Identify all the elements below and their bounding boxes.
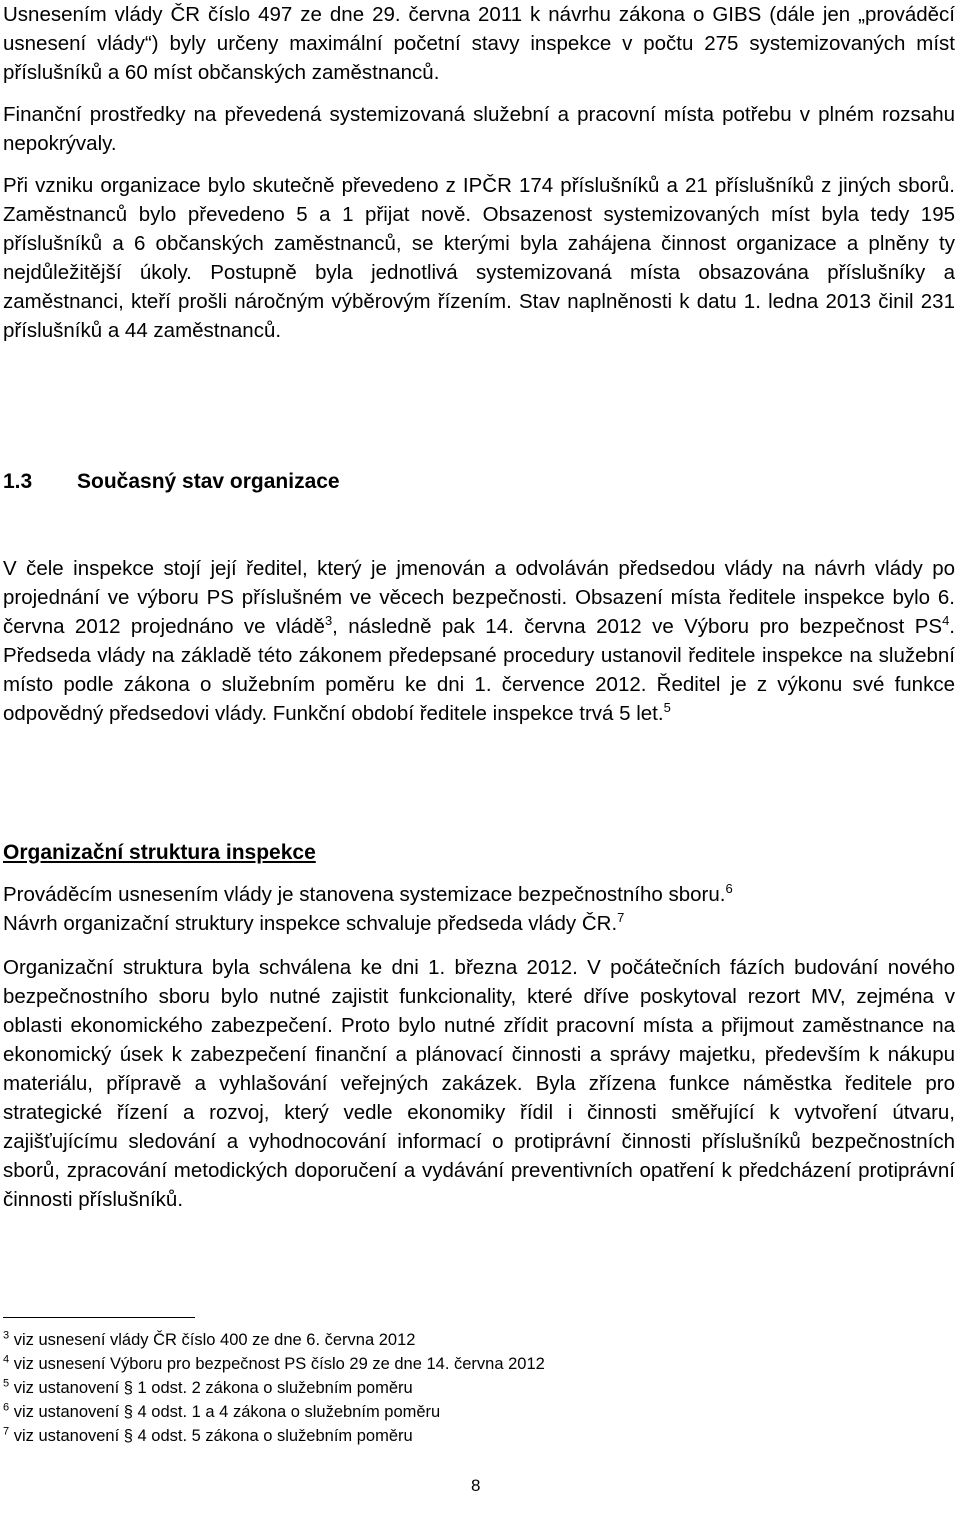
section-title: Současný stav organizace <box>77 470 340 493</box>
footnote-text: viz usnesení vlády ČR číslo 400 ze dne 6. června 2012 <box>13 1331 416 1349</box>
paragraph-systemization <box>3 880 955 938</box>
subsection-heading: Organizační struktura inspekce <box>3 841 316 864</box>
footnote-ref-4[interactable]: 4 <box>942 613 950 629</box>
footnote-text: viz ustanovení § 4 odst. 1 a 4 zákona o služebním poměru <box>13 1403 441 1421</box>
paragraph-director <box>3 554 955 728</box>
paragraph-director-text-2: , následně pak 14. června 2012 ve Výboru pro bezpečnost PS <box>332 615 943 638</box>
footnote-item <box>3 1424 955 1448</box>
page-number: 8 <box>471 1476 481 1495</box>
footnote-text: viz ustanovení § 4 odst. 5 zákona o služebním poměru <box>13 1427 413 1445</box>
footnote-text: viz ustanovení § 1 odst. 2 zákona o služebním poměru <box>13 1379 413 1397</box>
footnote-item <box>3 1400 955 1424</box>
footnote-number: 4 <box>3 1353 10 1366</box>
footnote-number: 7 <box>3 1425 10 1438</box>
paragraph-org-structure: Organizační struktura byla schválena ke dni 1. března 2012. V počátečních fázích budování nového bezpečnostního sboru bylo nutné zajistit funkcionality, které dříve poskytoval rezort MV, zejména v oblasti ekonomického zabezpečení. Proto bylo nutné zřídit pracovní místa a přijmout zaměstnance na ekonomický úsek k zabezpečení finanční a plánovací činnosti a správy majetku, především k nákupu materiálu, přípravě a vyhlašování veřejných zakázek. Byla zřízena funkce náměstka ředitele pro strategické řízení a rozvoj, který vedle ekonomiky řídil i činnosti směřující k vytvoření útvaru, zajišťujícímu sledování a vyhodnocování informací o protiprávní činnosti příslušníků bezpečnostních sborů, zpracování metodických doporučení a vydávání preventivních opatření k předcházení protiprávní činnosti příslušníků. <box>3 956 955 1211</box>
footnote-number: 5 <box>3 1377 10 1390</box>
footnote-text: viz usnesení Výboru pro bezpečnost PS číslo 29 ze dne 14. června 2012 <box>13 1355 545 1373</box>
footnote-ref-7[interactable]: 7 <box>617 910 625 926</box>
section-number: 1.3 <box>3 470 33 493</box>
footnote-ref-6[interactable]: 6 <box>725 881 733 897</box>
paragraph-systemization-text-1: Prováděcím usnesením vlády je stanovena systemizace bezpečnostního sboru. <box>3 883 726 906</box>
footnote-number: 3 <box>3 1329 10 1342</box>
footnote-item <box>3 1352 955 1376</box>
paragraph-director-text-1: V čele inspekce stojí její ředitel, který je jmenován a odvoláván předsedou vlády na návrh vlády po projednání ve výboru PS příslušném ve věcech bezpečnosti. Obsazení místa ředitele inspekce bylo 6. června 2012 projednáno ve vládě <box>3 557 955 638</box>
footnote-item <box>3 1376 955 1400</box>
footnote-ref-3[interactable]: 3 <box>324 613 333 629</box>
paragraph-systemization-text-2: Návrh organizační struktury inspekce schvaluje předseda vlády ČR. <box>3 912 618 935</box>
paragraph-director-text-3: . Předseda vlády na základě této zákonem předepsané procedury ustanovil ředitele inspekce na služební místo podle zákona o služebním poměru ke dni 1. července 2012. Ředitel je z výkonu své funkce odpovědný předsedovi vlády. Funkční období ředitele inspekce trvá 5 let. <box>3 615 955 725</box>
paragraph-staffing-limits: Usnesením vlády ČR číslo 497 ze dne 29. června 2011 k návrhu zákona o GIBS (dále jen „prováděcí usnesení vlády“) byly určeny maximální početní stavy inspekce v počtu 275 systemizovaných míst příslušníků a 60 míst občanských zaměstnanců. <box>3 3 955 84</box>
paragraph-transferred-staff: Při vzniku organizace bylo skutečně převedeno z IPČR 174 příslušníků a 21 příslušníků z jiných sborů. Zaměstnanců bylo převedeno 5 a 1 přijat nově. Obsazenost systemizovaných míst byla tedy 195 příslušníků a 6 občanských zaměstnanců, se kterými byla zahájena činnost organizace a plněny ty nejdůležitější úkoly. Postupně byla jednotlivá systemizovaná místa obsazována příslušníky a zaměstnanci, kteří prošli náročným výběrovým řízením. Stav naplněnosti k datu 1. ledna 2013 činil 231 příslušníků a 44 zaměstnanců. <box>3 174 955 342</box>
footnote-divider <box>3 1317 195 1318</box>
footnote-number: 6 <box>3 1401 10 1414</box>
section-heading <box>3 470 340 494</box>
footnotes <box>3 1328 955 1448</box>
footnote-item <box>3 1328 955 1352</box>
paragraph-financing: Finanční prostředky na převedená systemizovaná služební a pracovní místa potřebu v plném rozsahu nepokrývaly. <box>3 103 955 155</box>
footnote-ref-5[interactable]: 5 <box>663 700 671 716</box>
